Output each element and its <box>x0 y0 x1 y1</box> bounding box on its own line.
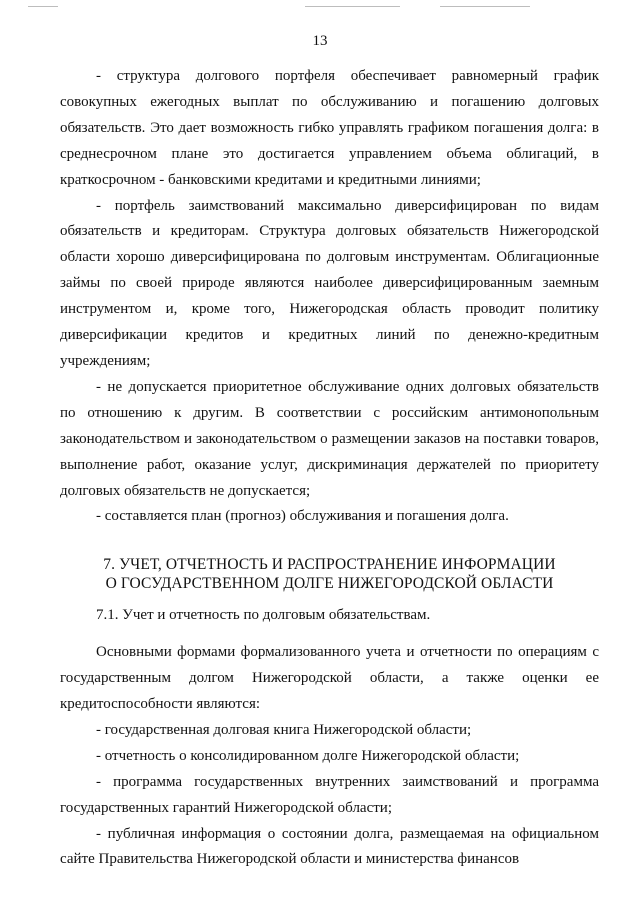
list-item: - государственная долговая книга Нижегородской области; <box>96 721 472 738</box>
list-item: - публичная информация о состоянии долга, размещаемая на официальном сайте Правительства Нижегородской области и министерства финансов <box>60 825 599 868</box>
scan-edge-line <box>440 6 530 7</box>
section-heading-line: О ГОСУДАРСТВЕННОМ ДОЛГЕ НИЖЕГОРОДСКОЙ ОБЛАСТИ <box>105 575 554 593</box>
paragraph: - составляется план (прогноз) обслуживания и погашения долга. <box>96 508 509 525</box>
paragraph: - не допускается приоритетное обслуживание одних долговых обязательств по отношению к другим. В соответствии с российским антимонопольным законодательством и законодательством о размещении заказов на поставки товаров, выполнение работ, оказание услуг, дискриминация держателей по приоритету долговых обязательств не допускается; <box>60 378 599 499</box>
section-heading-line: 7. УЧЕТ, ОТЧЕТНОСТЬ И РАСПРОСТРАНЕНИЕ ИНФОРМАЦИИ <box>103 556 556 574</box>
paragraph: - структура долгового портфеля обеспечивает равномерный график совокупных ежегодных выплат по обслуживанию и погашению долговых обязательств. Это дает возможность гибко управлять графиком погашения долга: в среднесрочном плане это достигается управлением объема облигаций, в краткосрочном - банковскими кредитами и кредитными линиями; <box>60 68 599 188</box>
paragraph: Основными формами формализованного учета и отчетности по операциям с государственным долгом Нижегородской области, а также оценки ее кредитоспособности являются: <box>60 644 599 713</box>
page-number: 13 <box>312 33 328 49</box>
document-body <box>60 64 599 873</box>
scan-edge-line <box>28 6 58 7</box>
subsection-title: 7.1. Учет и отчетность по долговым обязательствам. <box>96 607 431 624</box>
section-heading <box>60 555 599 593</box>
list-item: - отчетность о консолидированном долге Нижегородской области; <box>96 747 520 764</box>
list-item: - программа государственных внутренних заимствований и программа государственных гарантий Нижегородской области; <box>60 773 599 816</box>
paragraph: - портфель заимствований максимально диверсифицирован по видам обязательств и кредиторам. Структура долговых обязательств Нижегородской области хорошо диверсифицирована по долговым инструментам. Облигационные займы по своей природе являются наиболее диверсифицированным заемным инструментом и, кроме того, Нижегородская область проводит политику диверсификации кредитов и кредитных линий по денежно-кредитным учреждениям; <box>60 197 599 369</box>
scan-edge-line <box>305 6 400 7</box>
